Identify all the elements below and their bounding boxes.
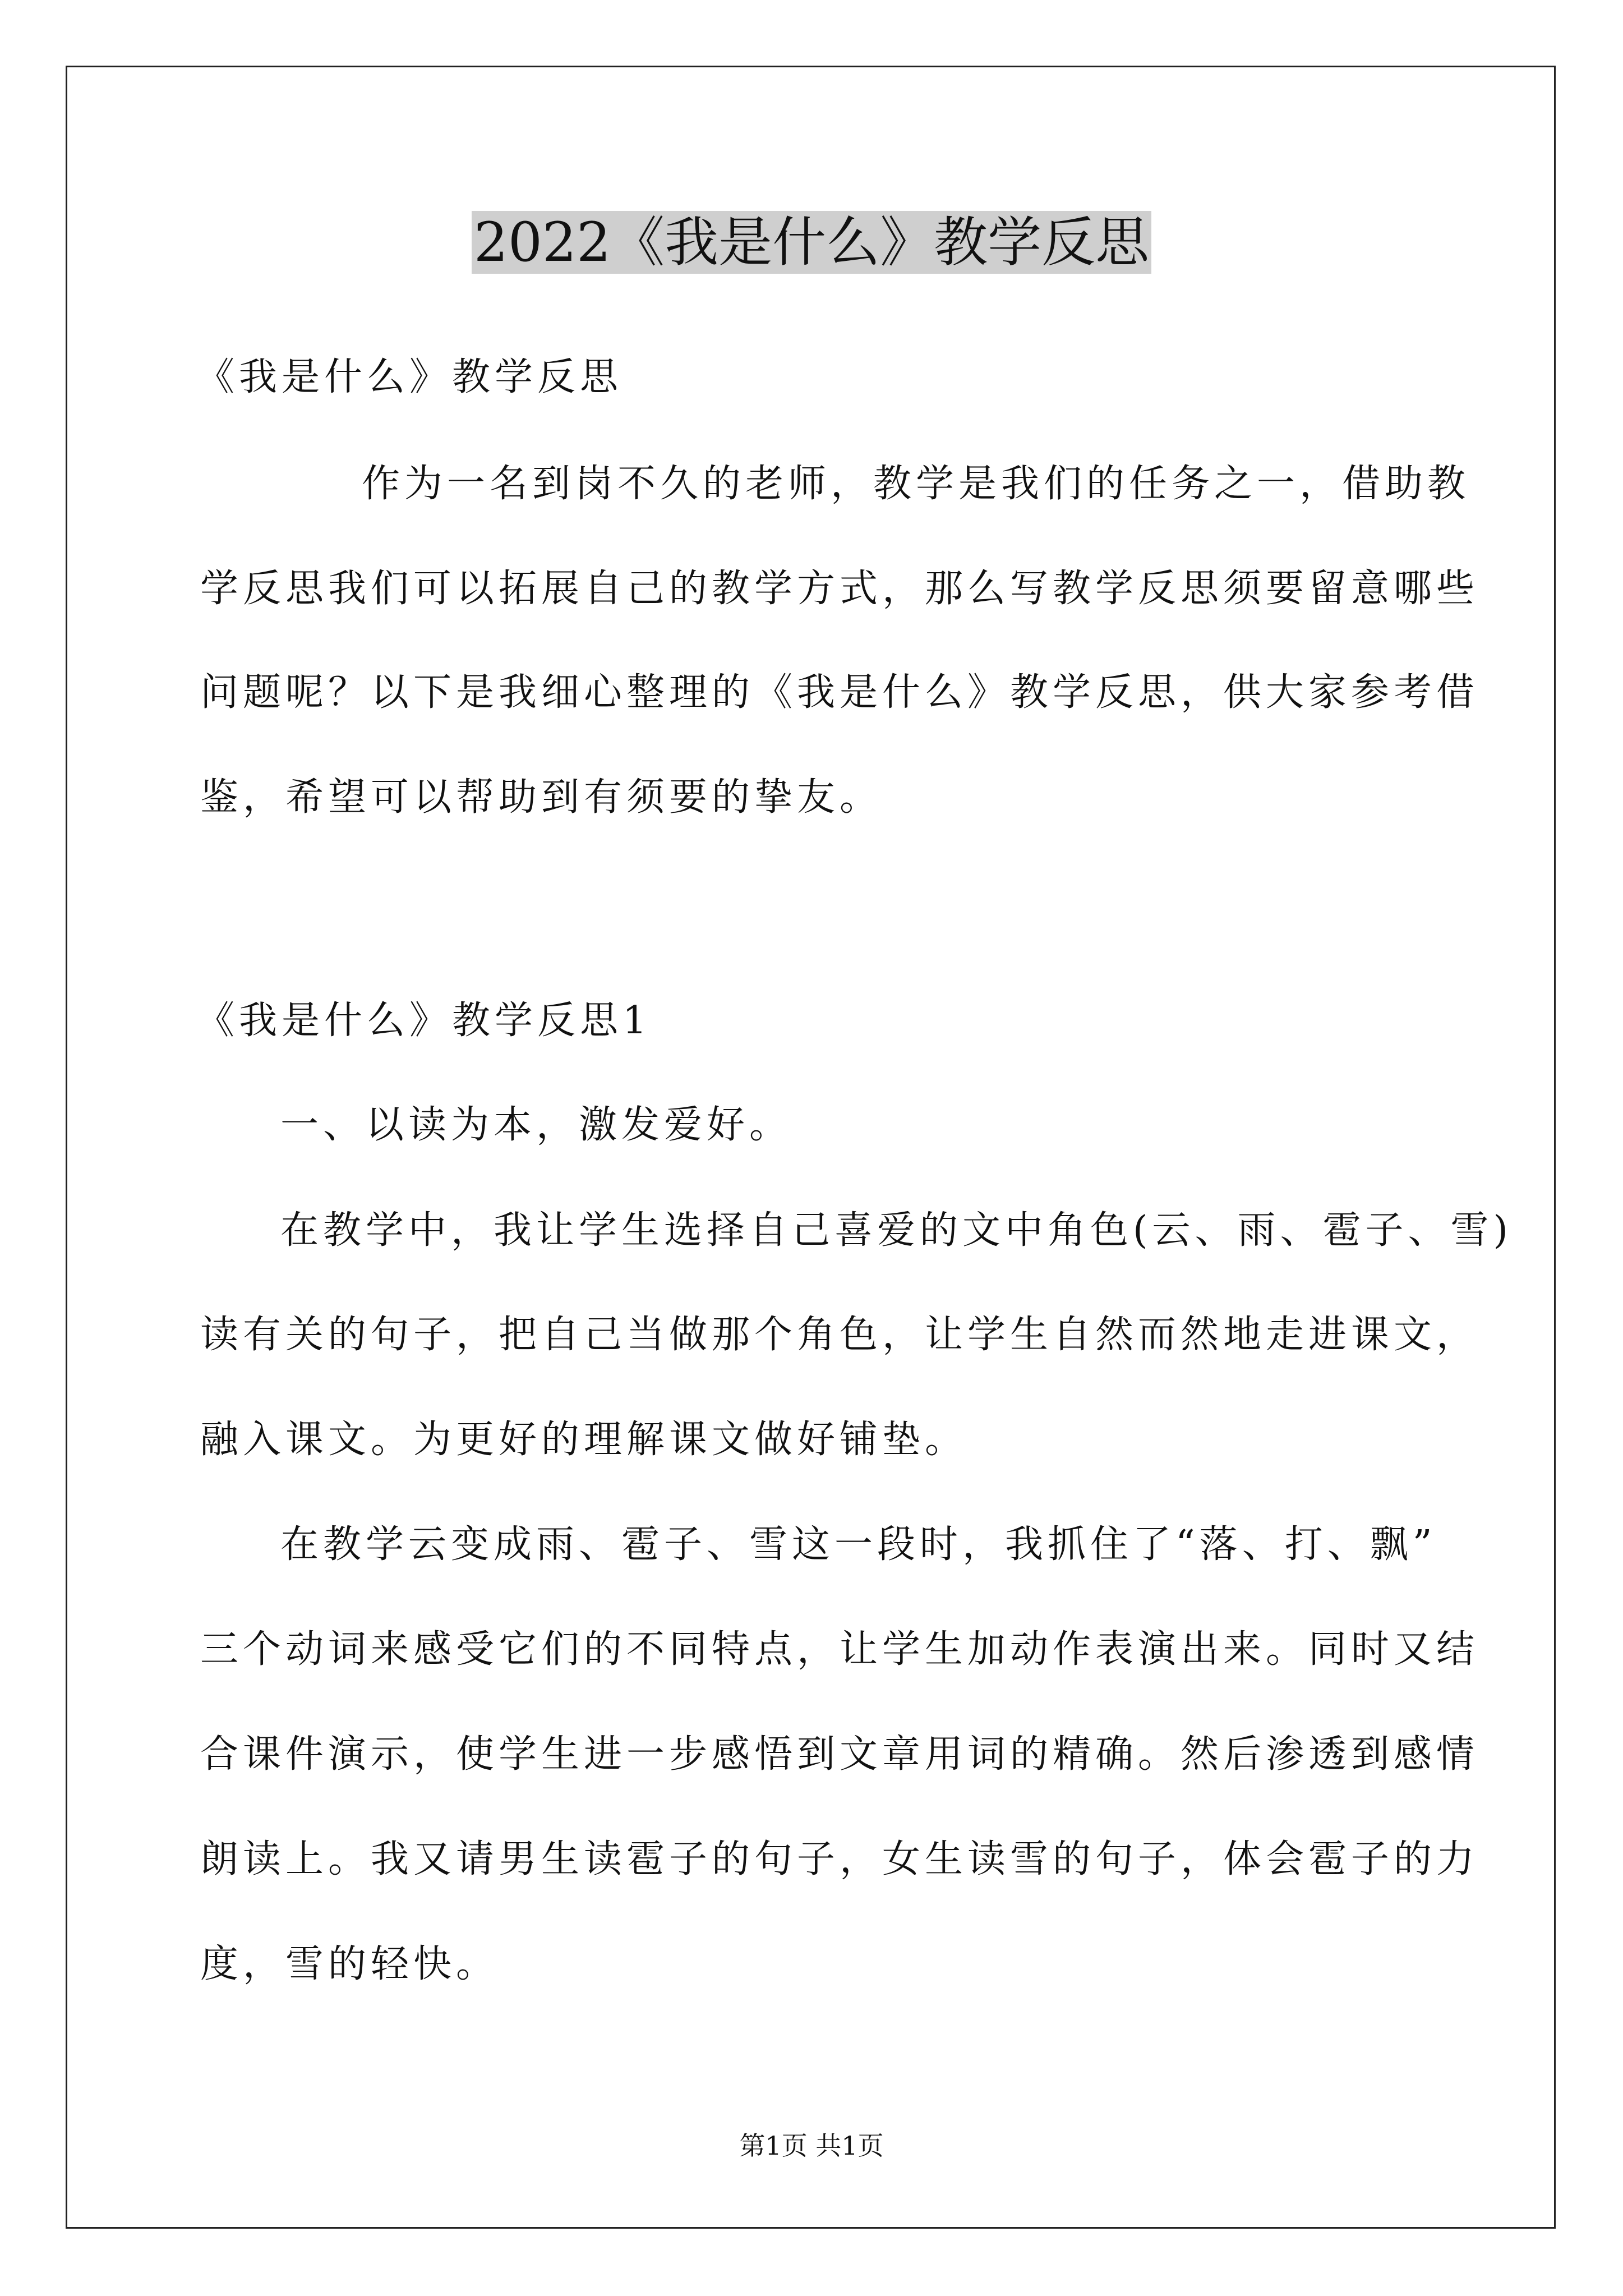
paragraph2-line-3: 合课件演示，使学生进一步感悟到文章用词的精确。然后渗透到感情 xyxy=(200,1732,1479,1777)
intro-line-2: 学反思我们可以拓展自己的教学方式，那么写教学反思须要留意哪些 xyxy=(200,567,1479,611)
paragraph2-line-1: 在教学云变成雨、雹子、雪这一段时，我抓住了“落、打、飘” xyxy=(280,1522,1437,1567)
paragraph2-line-5: 度，雪的轻快。 xyxy=(200,1942,499,1986)
paragraph2-line-2: 三个动词来感受它们的不同特点，让学生加动作表演出来。同时又结 xyxy=(200,1627,1479,1672)
document-title xyxy=(0,203,1623,282)
paragraph1-line-3: 融入课文。为更好的理解课文做好铺垫。 xyxy=(200,1418,968,1462)
intro-line-1: 作为一名到岗不久的老师，教学是我们的任务之一，借助教 xyxy=(362,462,1470,506)
section-heading: 《我是什么》教学反思1 xyxy=(196,999,652,1043)
document-title-text: 2022《我是什么》教学反思 xyxy=(472,211,1151,274)
page-footer: 第1页 共1页 xyxy=(739,2131,884,2161)
intro-line-4: 鉴，希望可以帮助到有须要的挚友。 xyxy=(200,775,883,820)
paragraph2-line-4: 朗读上。我又请男生读雹子的句子，女生读雪的句子，体会雹子的力 xyxy=(200,1837,1479,1881)
paragraph1-line-1: 在教学中，我让学生选择自己喜爱的文中角色(云、雨、雹子、雪) xyxy=(280,1208,1513,1253)
document-subtitle: 《我是什么》教学反思 xyxy=(196,355,623,399)
paragraph1-line-2: 读有关的句子，把自己当做那个角色，让学生自然而然地走进课文， xyxy=(200,1313,1479,1357)
intro-line-3: 问题呢？以下是我细心整理的《我是什么》教学反思，供大家参考借 xyxy=(200,670,1479,715)
point-heading: 一、以读为本，激发爱好。 xyxy=(280,1103,792,1147)
